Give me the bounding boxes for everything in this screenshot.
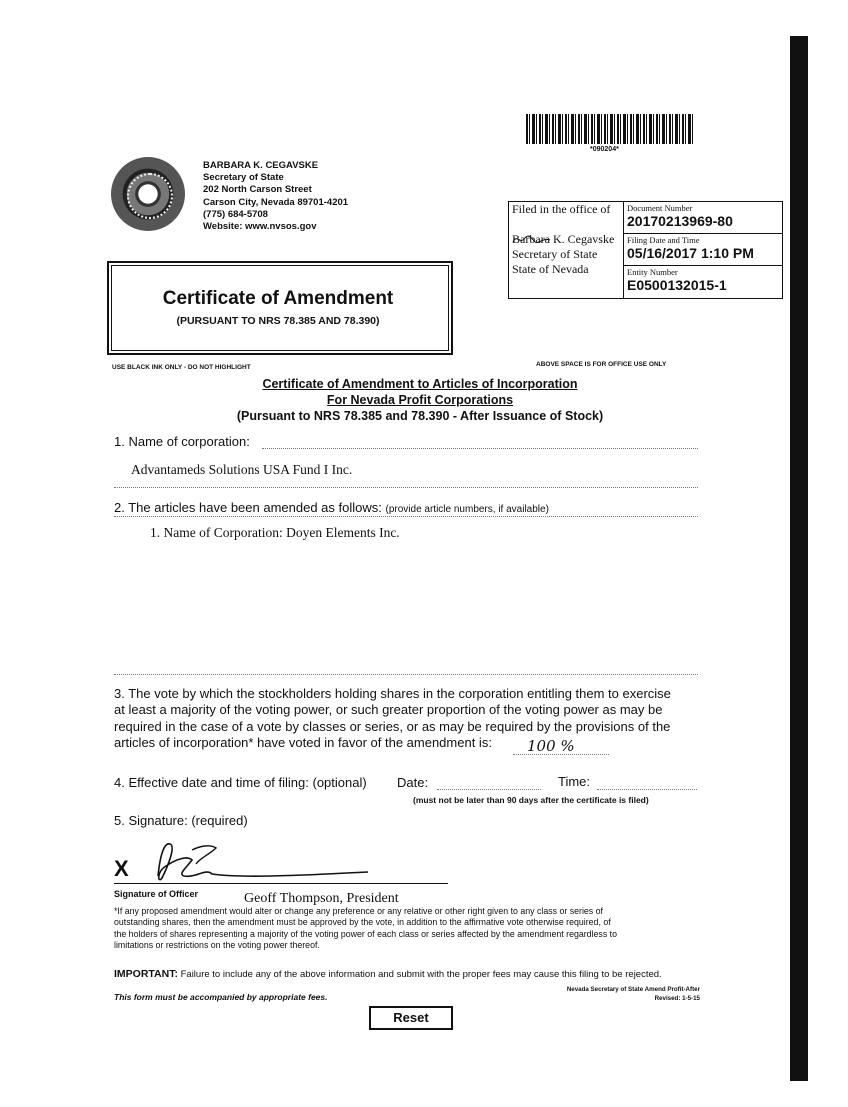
footnote <box>114 906 704 952</box>
q2-field-line <box>114 674 698 675</box>
entity-number-cell <box>624 266 782 297</box>
q4-label: 4. Effective date and time of filing: (optional) <box>114 775 367 790</box>
vote-percent-field[interactable]: 100 % <box>527 737 575 755</box>
q3-paragraph <box>114 686 704 752</box>
office-street: 202 North Carson Street <box>203 184 312 196</box>
q2-label: 2. The articles have been amended as follows: <box>114 500 382 515</box>
official-signature <box>509 217 623 232</box>
signature-x: X <box>114 856 129 881</box>
office-phone: (775) 684-5708 <box>203 208 268 220</box>
q2-dotted-line <box>114 516 698 517</box>
filing-date-label: Filing Date and Time <box>627 235 700 245</box>
q3-line-2: at least a majority of the voting power, or such greater proportion of the voting power as may be <box>114 702 663 718</box>
office-name: BARBARA K. CEGAVSKE <box>203 160 319 171</box>
q4-date-label: Date: <box>397 775 429 790</box>
q3-line-4: articles of incorporation* have voted in favor of the amendment is: <box>114 735 492 751</box>
important-label: IMPORTANT: <box>114 968 178 980</box>
filed-line-2: Barbara K. Cegavske <box>512 232 615 246</box>
important-text: Failure to include any of the above information and submit with the proper fees may cause this filing to be rejected. <box>180 969 662 980</box>
entity-number-label: Entity Number <box>627 267 678 277</box>
document-number-label: Document Number <box>627 203 693 213</box>
filing-stamp-box <box>508 201 783 299</box>
form-reference: Nevada Secretary of State Amend Profit-After <box>566 986 700 993</box>
signature-scribble-icon <box>512 233 552 245</box>
filing-date-cell <box>624 234 782 266</box>
filed-line-1: Filed in the office of <box>512 202 611 216</box>
office-title: Secretary of State <box>203 172 284 184</box>
q1-dotted-line <box>262 448 698 449</box>
ink-note: USE BLACK INK ONLY - DO NOT HIGHLIGHT <box>112 364 251 371</box>
effective-date-field[interactable] <box>437 789 541 790</box>
q4-note: (must not be later than 90 days after the certificate is filed) <box>413 795 649 805</box>
footnote-line-2: outstanding shares, then the amendment must be approved by the vote, in addition to the affirmative vote otherwise required, of <box>114 917 611 928</box>
corporation-name-field[interactable]: Advantameds Solutions USA Fund I Inc. <box>131 462 353 477</box>
revised-date: Revised: 1-5-15 <box>654 995 700 1002</box>
filing-date: 05/16/2017 1:10 PM <box>627 245 754 261</box>
fees-note: This form must be accompanied by appropriate fees. <box>114 992 328 1002</box>
q3-line-3: required in the case of a vote by classes or series, or as may be required by the provisions of the <box>114 718 671 734</box>
entity-number: E0500132015-1 <box>627 277 727 293</box>
filed-in-office <box>509 202 624 298</box>
q3-line-1: 3. The vote by which the stockholders holding shares in the corporation entitling them to exercise <box>114 686 671 701</box>
reset-button[interactable]: Reset <box>369 1006 453 1030</box>
signature-line[interactable] <box>114 883 448 884</box>
important-note <box>114 968 662 980</box>
office-website: Website: www.nvsos.gov <box>203 221 317 233</box>
scan-edge-bar <box>790 36 808 1081</box>
amended-articles-field[interactable]: 1. Name of Corporation: Doyen Elements Inc. <box>150 525 400 540</box>
q1-field-line <box>114 487 698 488</box>
q4-time-label: Time: <box>558 774 591 789</box>
vote-percent-line <box>513 754 609 755</box>
footnote-line-3: the holders of shares representing a majority of the voting power of each class or series affected by the amendment regardless to <box>114 928 617 939</box>
officer-name: Geoff Thompson, President <box>244 891 399 906</box>
effective-time-field[interactable] <box>597 789 697 790</box>
office-city: Carson City, Nevada 89701-4201 <box>203 196 349 208</box>
footnote-line-4: limitations or restrictions on the voting power thereof. <box>114 940 320 951</box>
barcode <box>526 114 694 144</box>
seal-ring <box>127 173 173 219</box>
filed-line-4: State of Nevada <box>512 262 589 276</box>
certificate-subtitle: (PURSUANT TO NRS 78.385 AND 78.390) <box>176 315 380 327</box>
document-number-cell <box>624 202 782 234</box>
office-address <box>203 160 348 233</box>
heading-1: Certificate of Amendment to Articles of Incorporation <box>262 377 578 391</box>
heading-3: (Pursuant to NRS 78.385 and 78.390 - After Issuance of Stock) <box>236 409 604 423</box>
q2-hint: (provide article numbers, if available) <box>385 504 549 515</box>
q1-label: 1. Name of corporation: <box>114 434 250 449</box>
office-use-note: ABOVE SPACE IS FOR OFFICE USE ONLY <box>536 361 667 368</box>
signature-of-officer-label: Signature of Officer <box>114 889 199 899</box>
officer-signature-icon <box>140 836 370 886</box>
barcode-number: *090204* <box>590 146 619 153</box>
footnote-line-1: *If any proposed amendment would alter or change any preference or any relative or other right given to any class or series of <box>114 906 603 916</box>
filed-line-3: Secretary of State <box>512 247 598 261</box>
heading-2: For Nevada Profit Corporations <box>326 393 514 407</box>
certificate-title: Certificate of Amendment <box>162 288 394 309</box>
document-number: 20170213969-80 <box>627 213 733 229</box>
q5-label: 5. Signature: (required) <box>114 813 248 828</box>
